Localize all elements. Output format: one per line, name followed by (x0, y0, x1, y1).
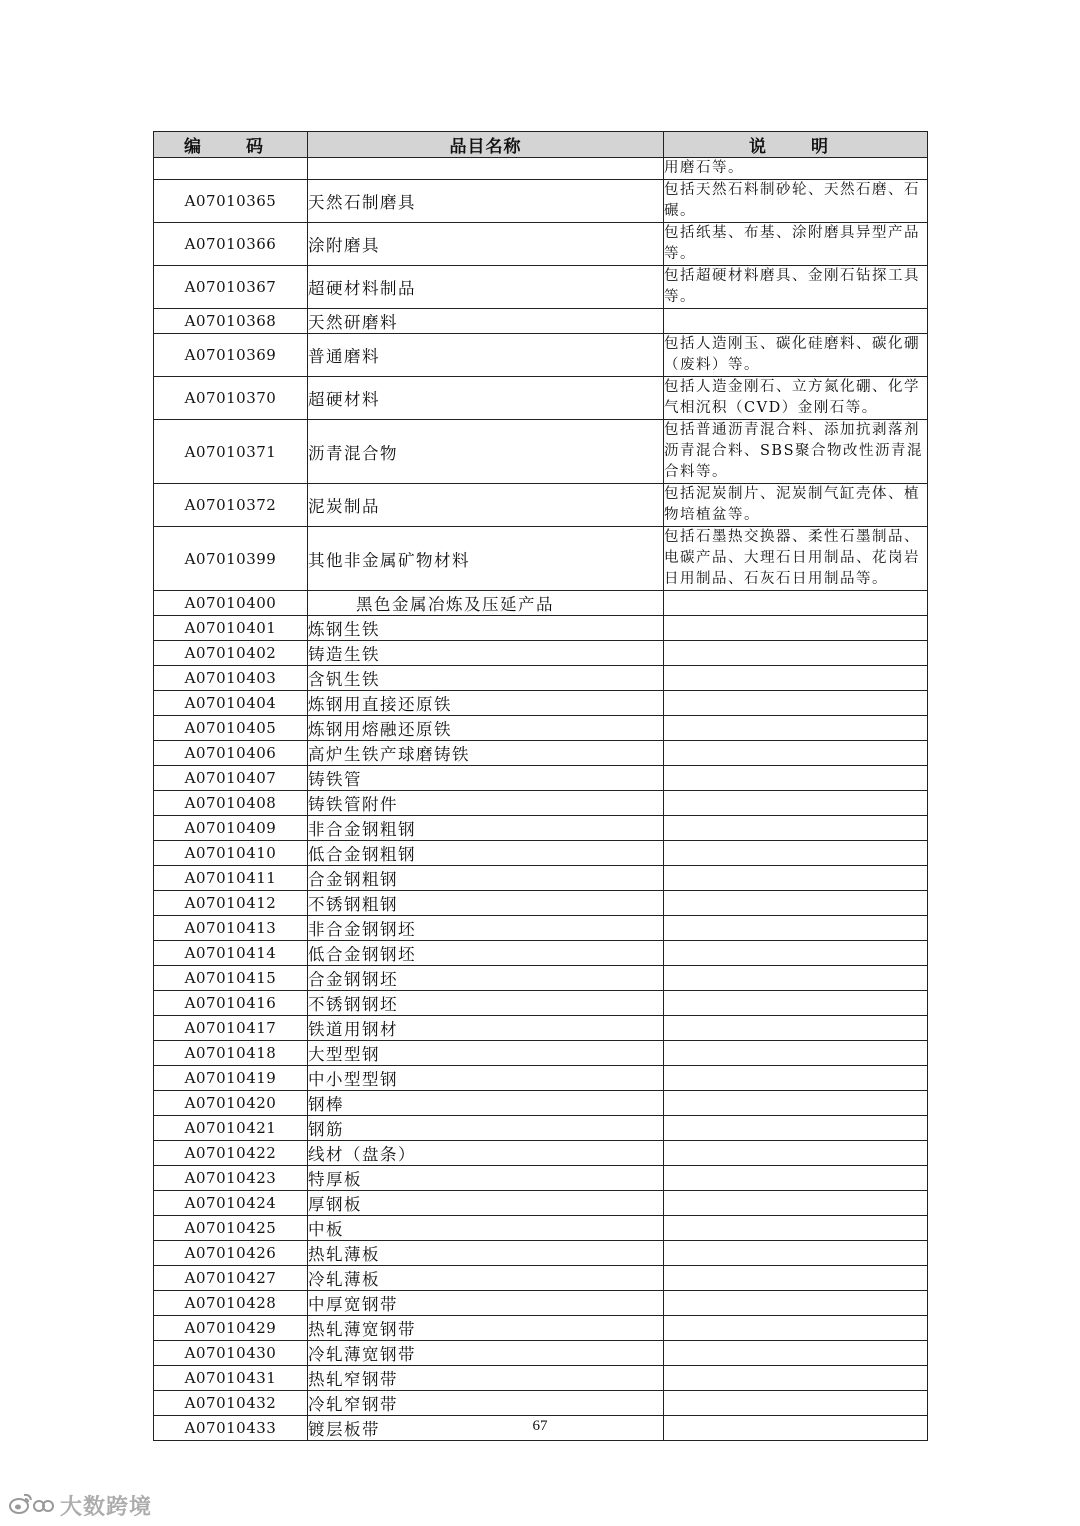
item-note (664, 1016, 928, 1041)
item-note: 包括普通沥青混合料、添加抗剥落剂沥青混合料、SBS聚合物改性沥青混合料等。 (664, 420, 928, 484)
item-code: A07010401 (154, 616, 308, 641)
page-number: 67 (532, 1418, 548, 1434)
table-row (154, 1091, 928, 1116)
item-note (664, 616, 928, 641)
table-row (154, 1291, 928, 1316)
table-body (154, 158, 928, 1441)
table-row (154, 741, 928, 766)
item-code: A07010427 (154, 1266, 308, 1291)
item-note (664, 866, 928, 891)
item-code: A07010368 (154, 309, 308, 334)
table-row (154, 666, 928, 691)
table-row (154, 1241, 928, 1266)
table-row (154, 691, 928, 716)
item-note: 包括人造刚玉、碳化硅磨料、碳化硼（废料）等。 (664, 334, 928, 377)
item-note (664, 816, 928, 841)
item-name: 镀层板带 (308, 1416, 664, 1441)
item-name: 不锈钢粗钢 (308, 891, 664, 916)
item-code: A07010371 (154, 420, 308, 484)
item-code: A07010366 (154, 223, 308, 266)
item-note (664, 1266, 928, 1291)
table-row (154, 1316, 928, 1341)
item-note: 包括天然石料制砂轮、天然石磨、石碾。 (664, 180, 928, 223)
table-row (154, 527, 928, 591)
item-name: 沥青混合物 (308, 420, 664, 484)
table-row (154, 991, 928, 1016)
item-name: 超硬材料制品 (308, 266, 664, 309)
table-row (154, 1141, 928, 1166)
item-code: A07010370 (154, 377, 308, 420)
watermark (8, 1490, 152, 1521)
item-note (664, 716, 928, 741)
item-note (664, 1116, 928, 1141)
item-code: A07010420 (154, 1091, 308, 1116)
item-note (664, 841, 928, 866)
catalog-table (153, 131, 928, 1441)
item-note (664, 766, 928, 791)
item-name: 大型型钢 (308, 1041, 664, 1066)
item-note (664, 1216, 928, 1241)
item-name: 低合金钢粗钢 (308, 841, 664, 866)
item-name: 线材（盘条） (308, 1141, 664, 1166)
table-row (154, 591, 928, 616)
item-name: 非合金钢钢坯 (308, 916, 664, 941)
weibo-logo-icon (8, 1491, 54, 1521)
item-name: 含钒生铁 (308, 666, 664, 691)
item-name: 其他非金属矿物材料 (308, 527, 664, 591)
table-row (154, 1116, 928, 1141)
table-row (154, 966, 928, 991)
table-row (154, 791, 928, 816)
item-note (664, 1241, 928, 1266)
item-note: 包括泥炭制片、泥炭制气缸壳体、植物培植盆等。 (664, 484, 928, 527)
item-note (664, 1366, 928, 1391)
item-note (664, 991, 928, 1016)
item-note: 包括纸基、布基、涂附磨具异型产品等。 (664, 223, 928, 266)
item-code: A07010418 (154, 1041, 308, 1066)
item-name: 冷轧薄板 (308, 1266, 664, 1291)
item-code: A07010416 (154, 991, 308, 1016)
item-name: 合金钢钢坯 (308, 966, 664, 991)
item-code (154, 158, 308, 180)
item-note: 包括超硬材料磨具、金刚石钻探工具等。 (664, 266, 928, 309)
item-name: 非合金钢粗钢 (308, 816, 664, 841)
item-code: A07010425 (154, 1216, 308, 1241)
table-row (154, 916, 928, 941)
item-code: A07010412 (154, 891, 308, 916)
item-name: 铸铁管 (308, 766, 664, 791)
item-name: 不锈钢钢坯 (308, 991, 664, 1016)
item-code: A07010406 (154, 741, 308, 766)
item-code: A07010422 (154, 1141, 308, 1166)
item-code: A07010429 (154, 1316, 308, 1341)
item-note (664, 1041, 928, 1066)
item-note (664, 1391, 928, 1416)
item-note (664, 941, 928, 966)
item-note (664, 1166, 928, 1191)
item-name: 厚钢板 (308, 1191, 664, 1216)
item-note (664, 1341, 928, 1366)
item-code: A07010404 (154, 691, 308, 716)
item-code: A07010415 (154, 966, 308, 991)
item-name: 泥炭制品 (308, 484, 664, 527)
item-code: A07010431 (154, 1366, 308, 1391)
item-code: A07010409 (154, 816, 308, 841)
table-row (154, 841, 928, 866)
item-name: 中小型型钢 (308, 1066, 664, 1091)
item-note: 包括人造金刚石、立方氮化硼、化学气相沉积（CVD）金刚石等。 (664, 377, 928, 420)
item-name: 热轧窄钢带 (308, 1366, 664, 1391)
item-code: A07010403 (154, 666, 308, 691)
item-code: A07010417 (154, 1016, 308, 1041)
item-name: 热轧薄板 (308, 1241, 664, 1266)
table-row (154, 941, 928, 966)
item-note (664, 741, 928, 766)
table-row (154, 158, 928, 180)
item-code: A07010414 (154, 941, 308, 966)
table-header-row (154, 132, 928, 158)
item-name: 冷轧窄钢带 (308, 1391, 664, 1416)
item-code: A07010365 (154, 180, 308, 223)
header-note: 说 明 (664, 132, 928, 158)
table-row (154, 1191, 928, 1216)
item-name: 钢棒 (308, 1091, 664, 1116)
item-name: 中厚宽钢带 (308, 1291, 664, 1316)
item-code: A07010400 (154, 591, 308, 616)
table-row (154, 180, 928, 223)
item-note (664, 591, 928, 616)
item-code: A07010372 (154, 484, 308, 527)
item-name: 涂附磨具 (308, 223, 664, 266)
item-name: 特厚板 (308, 1166, 664, 1191)
item-name: 热轧薄宽钢带 (308, 1316, 664, 1341)
item-note (664, 691, 928, 716)
item-code: A07010430 (154, 1341, 308, 1366)
item-name: 天然石制磨具 (308, 180, 664, 223)
item-note (664, 1091, 928, 1116)
item-code: A07010402 (154, 641, 308, 666)
item-note (664, 1141, 928, 1166)
watermark-text: 大数跨境 (60, 1495, 153, 1520)
item-name: 炼钢用熔融还原铁 (308, 716, 664, 741)
item-name: 超硬材料 (308, 377, 664, 420)
item-note (664, 891, 928, 916)
table-row (154, 484, 928, 527)
item-code: A07010423 (154, 1166, 308, 1191)
item-name: 中板 (308, 1216, 664, 1241)
table-row (154, 866, 928, 891)
item-code: A07010419 (154, 1066, 308, 1091)
item-code: A07010421 (154, 1116, 308, 1141)
item-name: 天然研磨料 (308, 309, 664, 334)
table-row (154, 377, 928, 420)
table-row (154, 641, 928, 666)
item-name: 低合金钢钢坯 (308, 941, 664, 966)
item-code: A07010399 (154, 527, 308, 591)
table-row (154, 1341, 928, 1366)
item-name: 合金钢粗钢 (308, 866, 664, 891)
item-name: 铁道用钢材 (308, 1016, 664, 1041)
item-name: 铸造生铁 (308, 641, 664, 666)
item-note (664, 1191, 928, 1216)
table-row (154, 334, 928, 377)
table-row (154, 1041, 928, 1066)
header-name: 品目名称 (308, 132, 664, 158)
item-note (664, 916, 928, 941)
table-row (154, 1166, 928, 1191)
table-row (154, 1216, 928, 1241)
item-code: A07010424 (154, 1191, 308, 1216)
table-row (154, 716, 928, 741)
item-name: 高炉生铁产球磨铸铁 (308, 741, 664, 766)
item-code: A07010432 (154, 1391, 308, 1416)
item-note (664, 791, 928, 816)
table-row (154, 1266, 928, 1291)
table-row (154, 309, 928, 334)
item-note (664, 1066, 928, 1091)
item-note (664, 966, 928, 991)
item-code: A07010411 (154, 866, 308, 891)
item-code: A07010408 (154, 791, 308, 816)
item-code: A07010367 (154, 266, 308, 309)
item-code: A07010433 (154, 1416, 308, 1441)
table-row (154, 816, 928, 841)
item-code: A07010410 (154, 841, 308, 866)
table-row (154, 766, 928, 791)
table-row (154, 891, 928, 916)
table-row (154, 266, 928, 309)
table-row (154, 223, 928, 266)
table-row (154, 1066, 928, 1091)
item-name: 炼钢生铁 (308, 616, 664, 641)
item-code: A07010407 (154, 766, 308, 791)
item-code: A07010428 (154, 1291, 308, 1316)
item-code: A07010413 (154, 916, 308, 941)
item-code: A07010369 (154, 334, 308, 377)
table-row (154, 1391, 928, 1416)
item-name: 钢筋 (308, 1116, 664, 1141)
item-name: 铸铁管附件 (308, 791, 664, 816)
table-row (154, 1366, 928, 1391)
item-note (664, 309, 928, 334)
table-row (154, 420, 928, 484)
item-name: 黑色金属冶炼及压延产品 (308, 591, 664, 616)
item-name: 冷轧薄宽钢带 (308, 1341, 664, 1366)
item-name: 炼钢用直接还原铁 (308, 691, 664, 716)
header-code: 编 码 (154, 132, 308, 158)
item-note (664, 1291, 928, 1316)
item-note (664, 641, 928, 666)
item-note (664, 1316, 928, 1341)
item-note (664, 666, 928, 691)
item-name: 普通磨料 (308, 334, 664, 377)
item-code: A07010426 (154, 1241, 308, 1266)
item-note: 包括石墨热交换器、柔性石墨制品、电碳产品、大理石日用制品、花岗岩日用制品、石灰石日用制品等。 (664, 527, 928, 591)
table-row (154, 616, 928, 641)
item-name (308, 158, 664, 180)
table-row (154, 1016, 928, 1041)
item-code: A07010405 (154, 716, 308, 741)
item-note: 用磨石等。 (664, 158, 928, 180)
